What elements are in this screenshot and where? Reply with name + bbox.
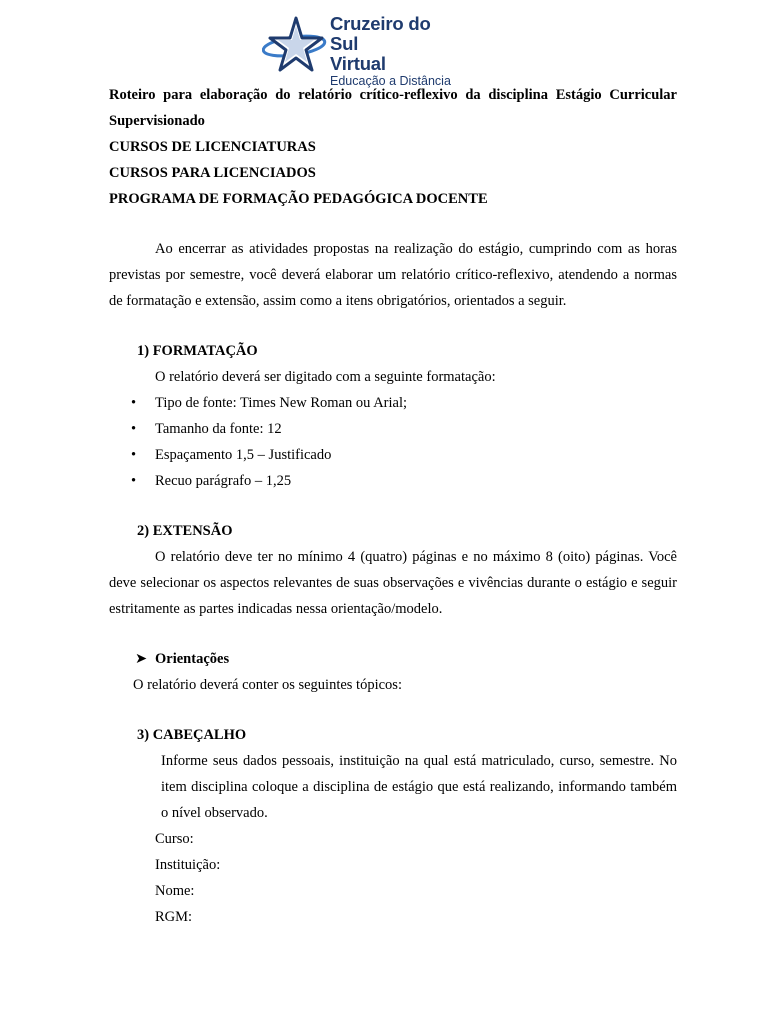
star-logo-icon: [262, 16, 328, 74]
section-formatacao-heading: 1) FORMATAÇÃO: [137, 343, 258, 359]
spacer: [109, 622, 677, 646]
intro-paragraph: Ao encerrar as atividades propostas na realização do estágio, cumprindo com as horas previstas por semestre, você deverá elaborar um relatório crítico-reflexivo, atendendo a normas de formatação e extensão, assim como a itens obrigatórios, orientados a seguir.: [109, 241, 677, 309]
section-extensao-heading: 2) EXTENSÃO: [137, 523, 233, 539]
arrow-bullet-icon: ➤: [135, 651, 148, 667]
cabecalho-paragraph: Informe seus dados pessoais, instituição na qual está matriculado, curso, semestre. No item disciplina coloque a disciplina de estágio que está realizando, informando também o nível observado.: [161, 753, 677, 821]
orientacoes-text: O relatório deverá conter os seguintes tópicos:: [133, 677, 402, 693]
field-instituicao: Instituição:: [155, 857, 221, 873]
list-item: • Tipo de fonte: Times New Roman ou Arial;: [155, 390, 677, 416]
logo-tagline: Educação a Distância: [330, 74, 451, 88]
extensao-paragraph: O relatório deve ter no mínimo 4 (quatro) páginas e no máximo 8 (oito) páginas. Você deve selecionar os aspectos relevantes de suas observações e vivências durante o estágio e seguir estritamente as partes indicadas nessa orientação/modelo.: [109, 549, 677, 617]
orientacoes-heading: [109, 646, 677, 672]
document-body: [109, 82, 677, 930]
orientacoes-label: Orientações: [155, 651, 230, 667]
heading-licenciados: CURSOS PARA LICENCIADOS: [109, 165, 316, 181]
spacer: [109, 314, 677, 338]
field-rgm: RGM:: [155, 909, 193, 925]
field-nome: Nome:: [155, 883, 195, 899]
formatacao-list: [109, 390, 677, 494]
institution-logo: [262, 13, 462, 88]
logo-name-line1: Cruzeiro do Sul: [330, 13, 431, 54]
list-item: • Recuo parágrafo – 1,25: [155, 468, 677, 494]
list-item: • Espaçamento 1,5 – Justificado: [155, 442, 677, 468]
heading-programa: PROGRAMA DE FORMAÇÃO PEDAGÓGICA DOCENTE: [109, 191, 488, 207]
spacer: [109, 698, 677, 722]
spacer: [109, 212, 677, 236]
list-item: • Tamanho da fonte: 12: [155, 416, 677, 442]
document-title: Roteiro para elaboração do relatório crítico-reflexivo da disciplina Estágio Curricular Supervisionado: [109, 87, 677, 129]
logo-name-line2: Virtual: [330, 53, 386, 74]
formatacao-lead: O relatório deverá ser digitado com a seguinte formatação:: [155, 369, 496, 385]
section-cabecalho-heading: 3) CABEÇALHO: [137, 727, 247, 743]
field-curso: Curso:: [155, 831, 194, 847]
spacer: [109, 494, 677, 518]
heading-licenciaturas: CURSOS DE LICENCIATURAS: [109, 139, 316, 155]
